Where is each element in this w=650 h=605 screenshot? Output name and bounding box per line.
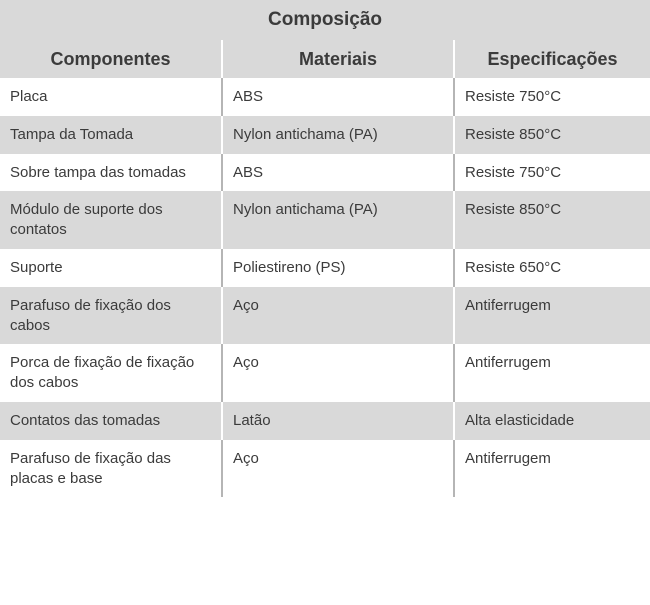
cell-especificacao	[454, 78, 650, 116]
cell-text: Aço	[233, 449, 259, 467]
table-row	[0, 191, 650, 249]
cell-especificacao	[454, 154, 650, 192]
cell-material	[222, 191, 454, 249]
cell-material	[222, 249, 454, 287]
table-header-row	[0, 40, 650, 78]
cell-componente	[0, 344, 222, 402]
cell-text: Resiste 750°C	[465, 163, 562, 181]
cell-text: Resiste 850°C	[465, 201, 562, 219]
column-header-materiais: Materiais	[222, 40, 454, 78]
table-row	[0, 249, 650, 287]
cell-componente	[0, 154, 222, 192]
cell-text: ABS	[233, 163, 264, 181]
column-header-componentes: Componentes	[0, 40, 222, 78]
cell-text: Aço	[233, 354, 259, 372]
cell-especificacao	[454, 440, 650, 498]
table-title: Composição	[0, 0, 650, 40]
table-row	[0, 440, 650, 498]
cell-especificacao	[454, 191, 650, 249]
column-header-especificacoes: Especificações	[454, 40, 650, 78]
cell-text: Placa	[10, 88, 48, 105]
cell-especificacao	[454, 116, 650, 154]
cell-text: Alta elasticidade	[465, 411, 575, 429]
cell-componente	[0, 78, 222, 116]
cell-text: Antiferrugem	[465, 354, 551, 372]
cell-text: Resiste 750°C	[465, 88, 562, 105]
cell-text: Antiferrugem	[465, 296, 551, 314]
cell-text: Sobre tampa das tomadas	[10, 163, 186, 181]
table-row	[0, 287, 650, 345]
cell-text: Suporte	[10, 258, 63, 276]
cell-componente	[0, 287, 222, 345]
cell-material	[222, 78, 454, 116]
cell-text: Nylon antichama (PA)	[233, 201, 378, 219]
cell-text: Antiferrugem	[465, 449, 551, 467]
cell-text: Latão	[233, 411, 271, 429]
cell-componente	[0, 402, 222, 440]
cell-material	[222, 287, 454, 345]
cell-text: Módulo de suporte dos contatos	[10, 201, 163, 239]
cell-componente	[0, 191, 222, 249]
cell-material	[222, 402, 454, 440]
cell-material	[222, 154, 454, 192]
cell-text: Contatos das tomadas	[10, 411, 161, 429]
cell-text: Poliestireno (PS)	[233, 258, 346, 276]
cell-text: Tampa da Tomada	[10, 125, 134, 143]
cell-text: ABS	[233, 88, 264, 105]
cell-especificacao	[454, 402, 650, 440]
cell-material	[222, 440, 454, 498]
cell-componente	[0, 440, 222, 498]
cell-componente	[0, 116, 222, 154]
cell-text: Nylon antichama (PA)	[233, 125, 378, 143]
cell-text: Resiste 850°C	[465, 125, 562, 143]
table-row	[0, 344, 650, 402]
table-row	[0, 402, 650, 440]
cell-text: Aço	[233, 296, 259, 314]
cell-text: Parafuso de fixação dos cabos	[10, 296, 171, 334]
table-title-row	[0, 0, 650, 40]
cell-text: Parafuso de fixação das placas e base	[10, 449, 171, 487]
table-row	[0, 78, 650, 116]
cell-text: Resiste 650°C	[465, 258, 562, 276]
table-row	[0, 154, 650, 192]
cell-especificacao	[454, 344, 650, 402]
cell-material	[222, 344, 454, 402]
table-body	[0, 78, 650, 497]
table-row	[0, 116, 650, 154]
cell-text: Porca de fixação de fixação dos cabos	[10, 354, 195, 392]
cell-componente	[0, 249, 222, 287]
cell-material	[222, 116, 454, 154]
cell-especificacao	[454, 249, 650, 287]
cell-especificacao	[454, 287, 650, 345]
table-head	[0, 0, 650, 78]
